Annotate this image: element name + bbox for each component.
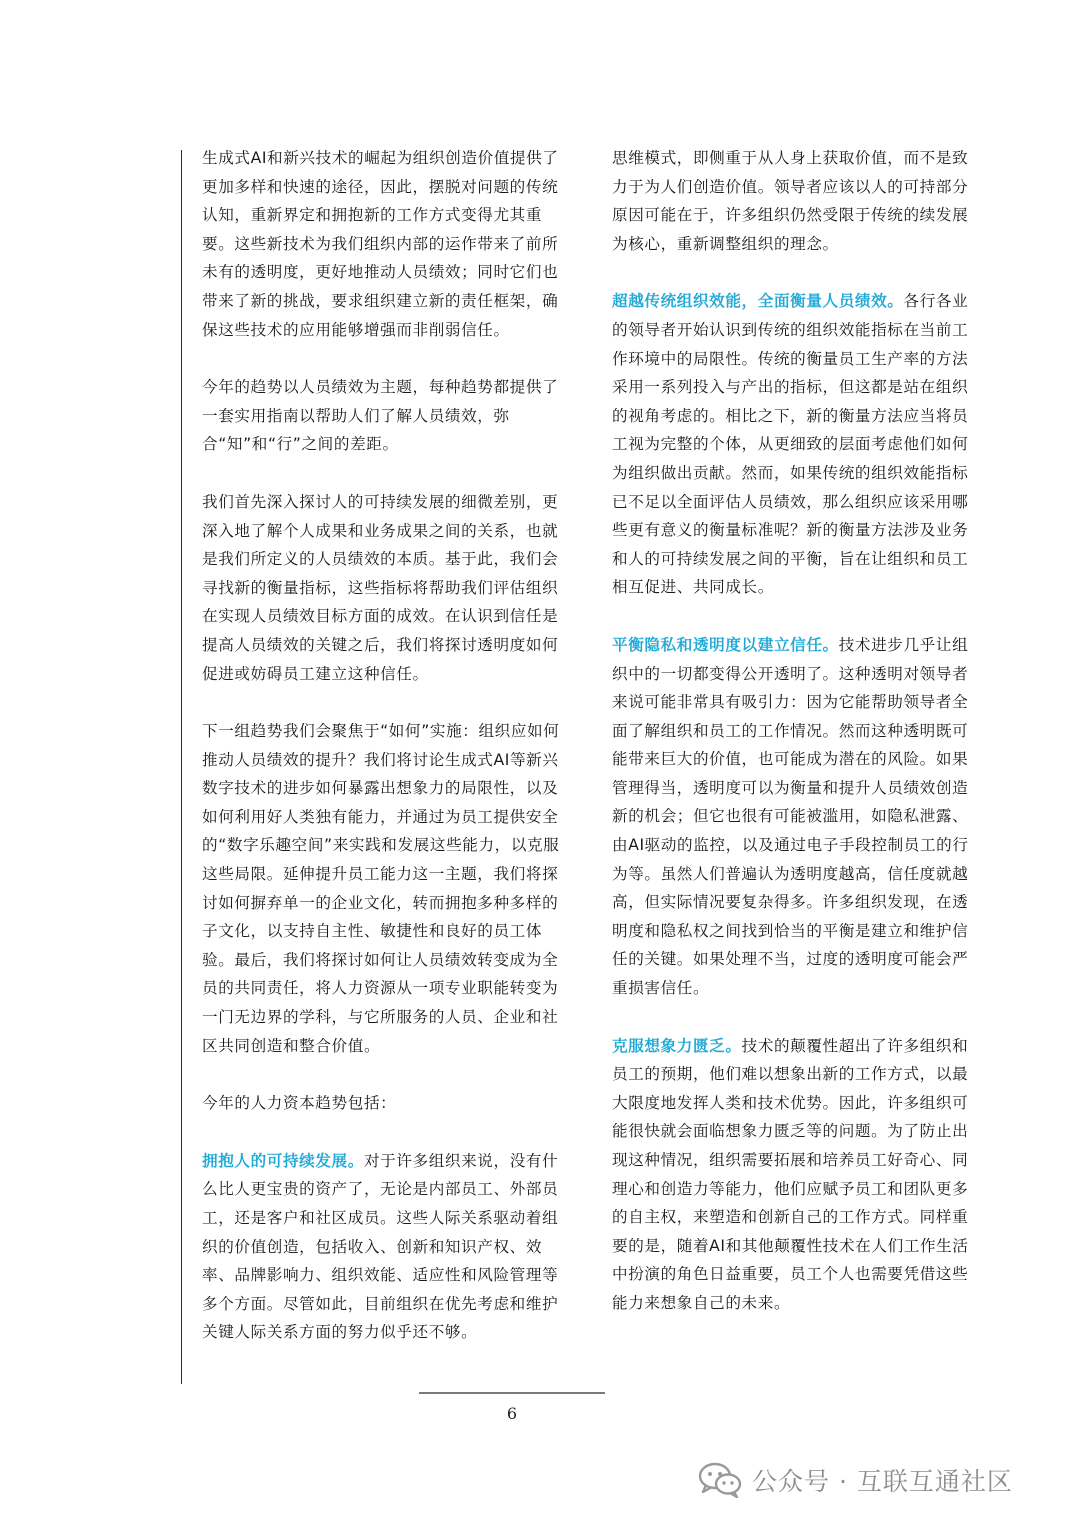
trend-heading: 克服想象力匮乏。 (612, 1036, 742, 1055)
paragraph-trends-intro: 今年的人力资本趋势包括： (202, 1094, 397, 1113)
left-margin-rule (181, 150, 182, 1384)
trend-body: 对于许多组织来说，没有什么比人更宝贵的资产了，无论是内部员工、外部员工，还是客户和社区成员。这些人际关系驱动着组织的价值创造，包括收入、创新和知识产权、效率、品牌影响力、组织效能、适应性和风险管理等多个方面。尽管如此，目前组织在优先考虑和维护关键人际关系方面的努力似乎还不够。 (202, 1151, 559, 1342)
watermark (698, 1460, 1013, 1500)
trend-heading: 拥抱人的可持续发展。 (202, 1151, 364, 1170)
page-number: 6 (506, 1404, 518, 1423)
paragraph-theme: 今年的趋势以人员绩效为主题，每种趋势都提供了一套实用指南以帮助人们了解人员绩效，弥合“知”和“行”之间的差距。 (202, 378, 559, 454)
paragraph-trend-human-sustainability (202, 1147, 574, 1347)
wechat-icon (698, 1462, 742, 1498)
paragraph-intro: 生成式AI和新兴技术的崛起为组织创造价值提供了更加多样和快速的途径，因此，摆脱对问题的传统认知，重新界定和拥抱新的工作方式变得尤其重要。这些新技术为我们组织内部的运作带来了前所未有的透明度，更好地推动人员绩效；同时它们也带来了新的挑战，要求组织建立新的责任框架，确保这些技术的应用能够增强而非削弱信任。 (202, 149, 559, 339)
trend-body: 技术进步几乎让组织中的一切都变得公开透明了。这种透明对领导者来说可能非常具有吸引力：因为它能帮助领导者全面了解组织和员工的工作情况。然而这种透明既可能带来巨大的价值，也可能成为潜在的风险。如果管理得当，透明度可以为衡量和提升人员绩效创造新的机会；但它也很有可能被滥用，如隐私泄露、由AI驱动的监控，以及通过电子手段控制员工的行为等。虽然人们普遍认为透明度越高，信任度就越高，但实际情况要复杂得多。许多组织发现，在透明度和隐私权之间找到恰当的平衡是建立和维护信任的关键。如果处理不当，过度的透明度可能会严重损害信任。 (612, 635, 969, 998)
trend-heading: 平衡隐私和透明度以建立信任。 (612, 635, 839, 654)
trend-body: 各行各业的领导者开始认识到传统的组织效能指标在当前工作环境中的局限性。传统的衡量员工生产率的方法采用一系列投入与产出的指标，但这都是站在组织的视角考虑的。相比之下，新的衡量方法应当将员工视为完整的个体，从更细致的层面考虑他们如何为组织做出贡献。然而，如果传统的组织效能指标已不足以全面评估人员绩效，那么组织应该采用哪些更有意义的衡量标准呢？新的衡量方法涉及业务和人的可持续发展之间的平衡，旨在让组织和员工相互促进、共同成长。 (612, 292, 969, 597)
paragraph-trend-privacy (612, 631, 972, 1003)
paragraph-sustainability-overview: 我们首先深入探讨人的可持续发展的细微差别，更深入地了解个人成果和业务成果之间的关系，也就是我们所定义的人员绩效的本质。基于此，我们会寻找新的衡量指标，这些指标将帮助我们评估组织在实现人员绩效目标方面的成效。在认识到信任是提高人员绩效的关键之后，我们将探讨透明度如何促进或妨碍员工建立这种信任。 (202, 492, 559, 683)
paragraph-trend-performance (612, 287, 972, 602)
watermark-text: 公众号 · 互联互通社区 (752, 1467, 1013, 1496)
paragraph-how-to: 下一组趋势我们会聚焦于“如何”实施：组织应如何推动人员绩效的提升？我们将讨论生成式AI等新兴数字技术的进步如何暴露出想象力的局限性，以及如何利用好人类独有能力，并通过为员工提供安全的“数字乐趣空间”来实践和发展这些能力，以克服这些局限。延伸提升员工能力这一主题，我们将探讨如何摒弃单一的企业文化，转而拥抱多种多样的子文化，以支持自主性、敏捷性和良好的员工体验。最后，我们将探讨如何让人员绩效转变成为全员的共同责任，将人力资源从一项专业职能转变为一门无边界的学科，与它所服务的人员、企业和社区共同创造和整合价值。 (202, 722, 560, 1055)
trend-heading: 超越传统组织效能，全面衡量人员绩效。 (612, 292, 904, 311)
right-column (612, 144, 972, 1347)
left-column (202, 144, 574, 1376)
paragraph-continuation: 思维模式，即侧重于从人身上获取价值，而不是致力于为人们创造价值。领导者应该以人的可持部分原因可能在于，许多组织仍然受限于传统的续发展为核心，重新调整组织的理念。 (612, 149, 969, 253)
footer-divider (419, 1392, 605, 1394)
paragraph-trend-imagination (612, 1032, 972, 1318)
trend-body: 技术的颠覆性超出了许多组织和员工的预期，他们难以想象出新的工作方式，以最大限度地发挥人类和技术优势。因此，许多组织可能很快就会面临想象力匮乏等的问题。为了防止出现这种情况，组织需要拓展和培养员工好奇心、同理心和创造力等能力，他们应赋予员工和团队更多的自主权，来塑造和创新自己的工作方式。同样重要的是，随着AI和其他颠覆性技术在人们工作生活中扮演的角色日益重要，员工个人也需要凭借这些能力来想象自己的未来。 (612, 1036, 969, 1312)
